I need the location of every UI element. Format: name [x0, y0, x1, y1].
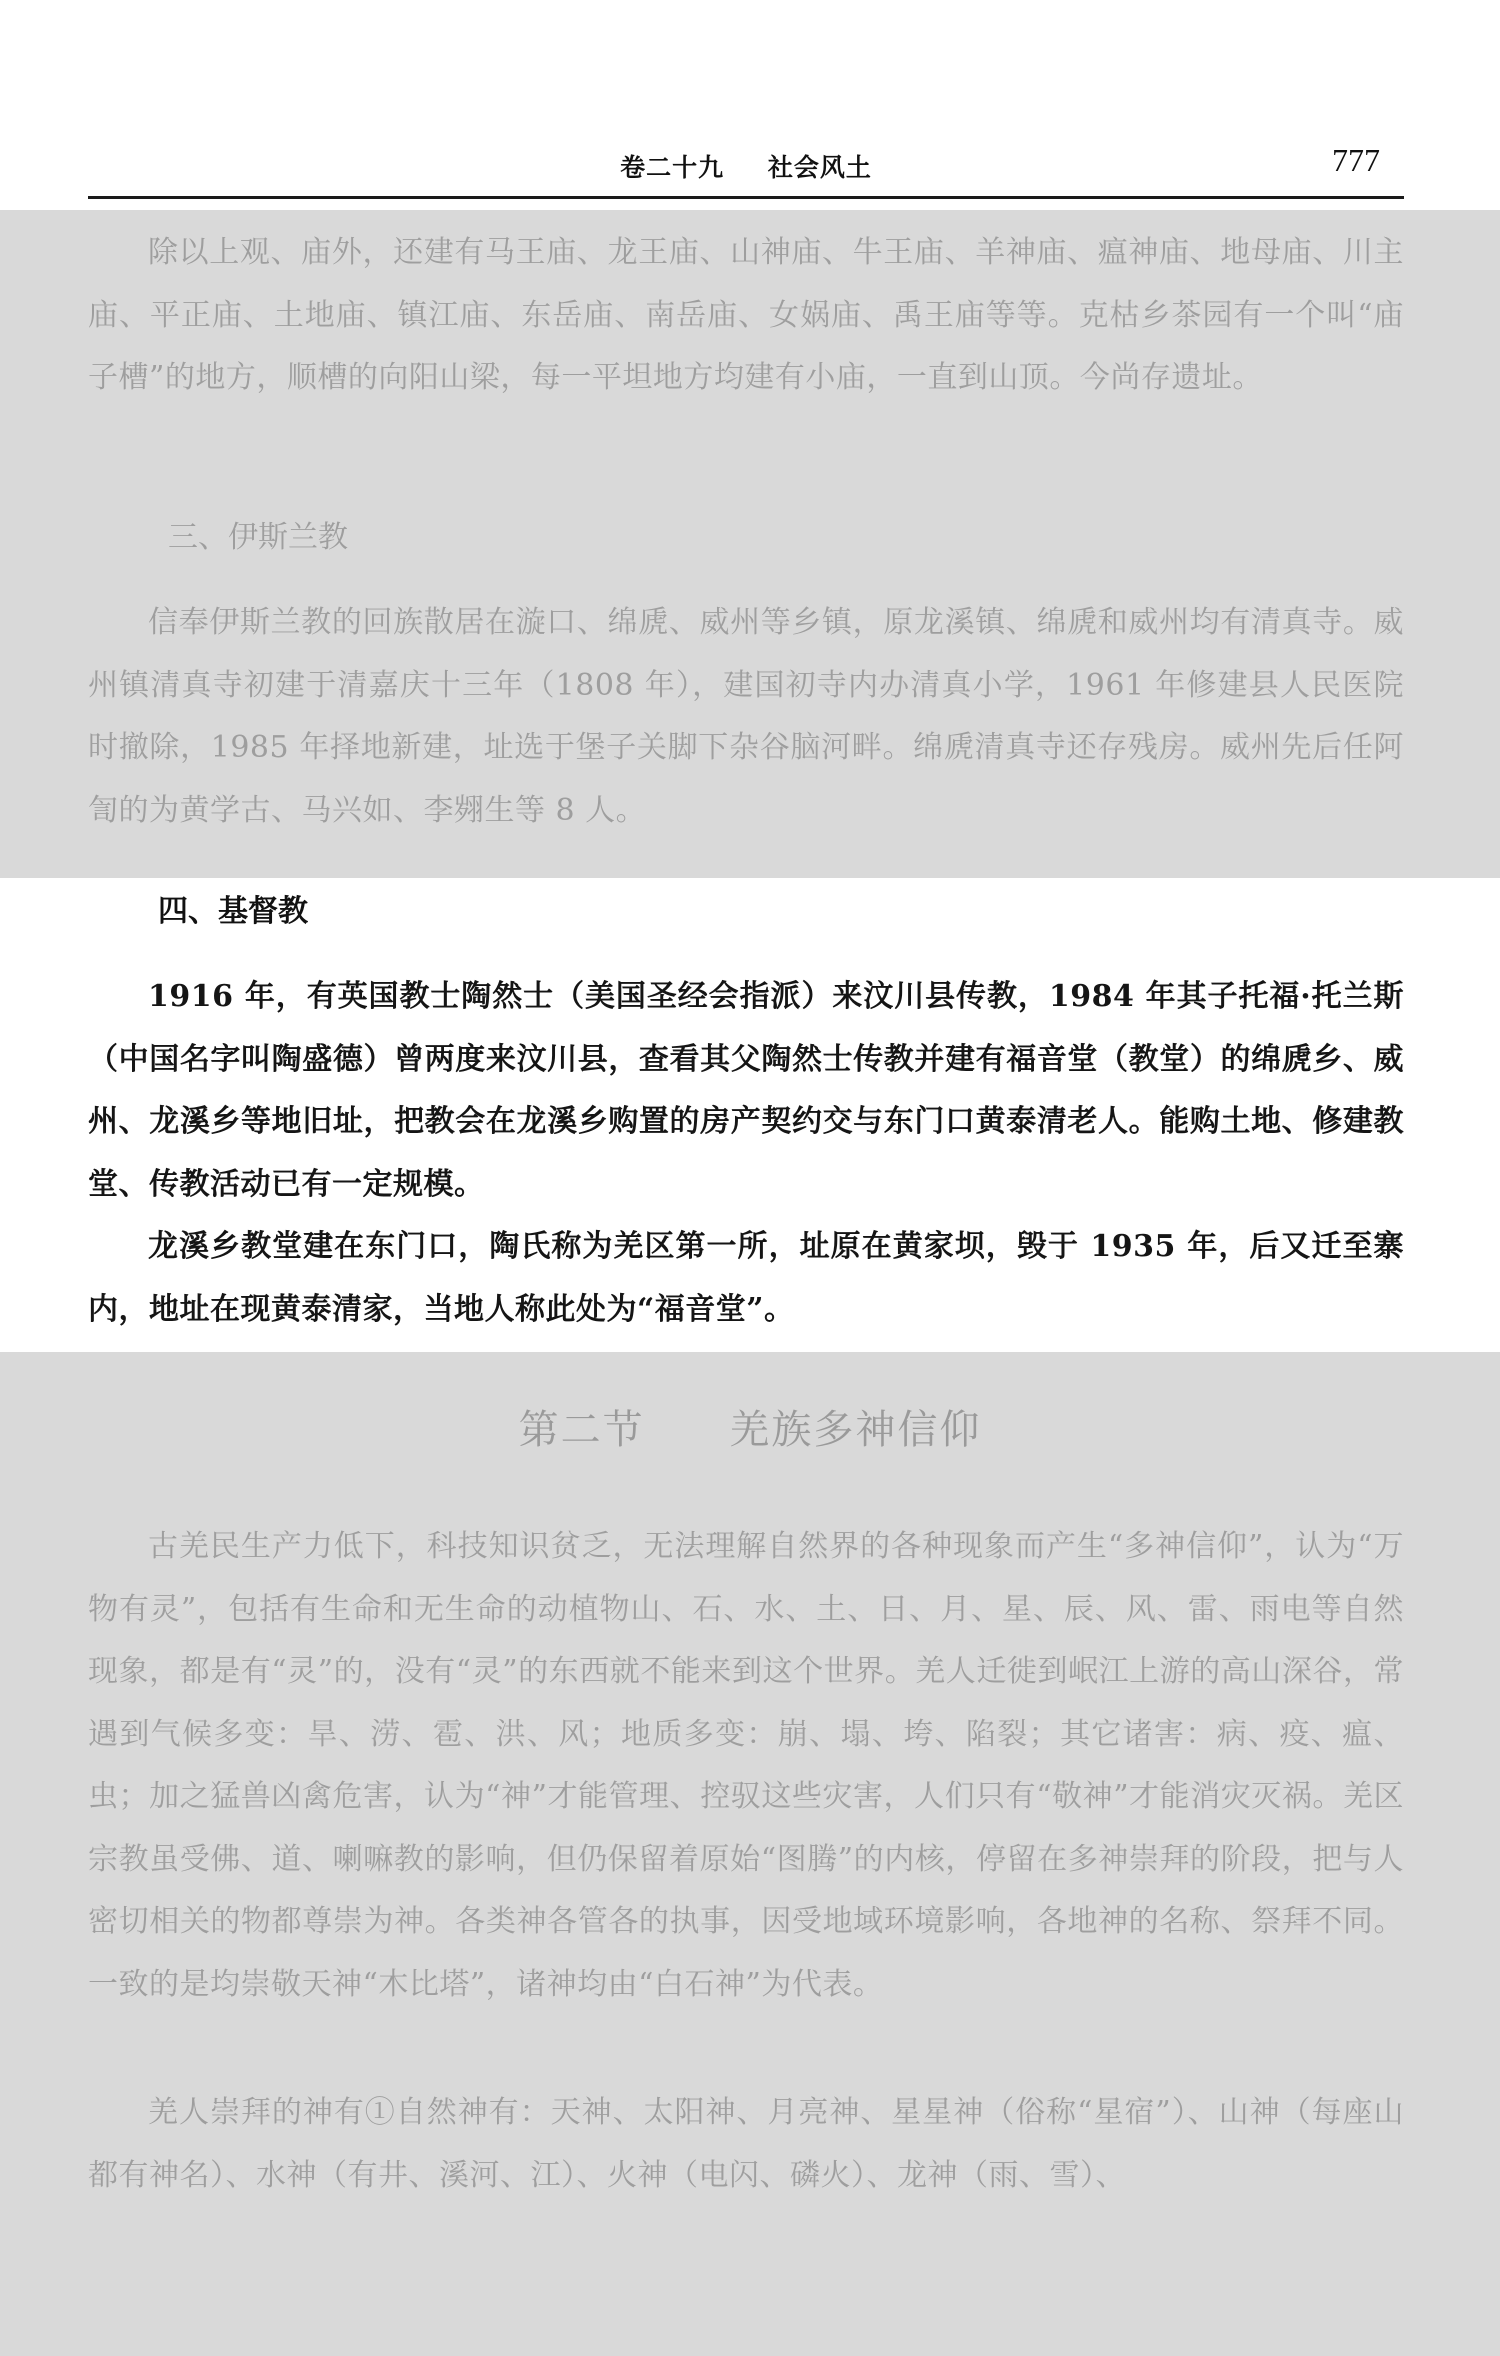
- heading-christianity: 四、基督教: [158, 894, 308, 929]
- page-number: 777: [1332, 142, 1380, 178]
- paragraph-christianity-1: 1916 年，有英国教士陶然士（美国圣经会指派）来汶川县传教，1984 年其子托福·托兰斯（中国名字叫陶盛德）曾两度来汶川县，查看其父陶然士传教并建有福音堂（教堂）的绵虒乡、威州、龙溪乡等地旧址，把教会在龙溪乡购置的房产契约交与东门口黄泰清老人。能购土地、修建教堂、传教活动已有一定规模。: [88, 979, 1404, 1202]
- paragraph-polytheism: 古羌民生产力低下，科技知识贫乏，无法理解自然界的各种现象而产生“多神信仰”，认为“万物有灵”，包括有生命和无生命的动植物山、石、水、土、日、月、星、辰、风、雷、雨电等自然现象，都是有“灵”的，没有“灵”的东西就不能来到这个世界。羌人迁徙到岷江上游的高山深谷，常遇到气候多变：旱、涝、雹、洪、风；地质多变：崩、塌、垮、陷裂；其它诸害：病、疫、瘟、虫；加之猛兽凶禽危害，认为“神”才能管理、控驭这些灾害，人们只有“敬神”才能消灾灭祸。羌区宗教虽受佛、道、喇嘛教的影响，但仍保留着原始“图腾”的内核，停留在多神崇拜的阶段，把与人密切相关的物都尊崇为神。各类神各管各的执事，因受地域环境影响，各地神的名称、祭拜不同。一致的是均崇敬天神“木比塔”，诸神均由“白石神”为代表。: [88, 1529, 1404, 2002]
- section-title: 第二节 羌族多神信仰: [518, 1407, 982, 1453]
- paragraph-christianity-2: 龙溪乡教堂建在东门口，陶氏称为羌区第一所，址原在黄家坝，毁于 1935 年，后又迁至寨内，地址在现黄泰清家，当地人称此处为“福音堂”。: [88, 1229, 1404, 1327]
- running-head: 卷二十九 社会风土: [620, 153, 872, 182]
- heading-islam: 三、伊斯兰教: [168, 520, 348, 555]
- paragraph-deities: 羌人崇拜的神有①自然神有：天神、太阳神、月亮神、星星神（俗称“星宿”）、山神（每座山都有神名）、水神（有井、溪河、江）、火神（电闪、磷火）、龙神（雨、雪）、: [88, 2095, 1404, 2193]
- header-rule: [88, 196, 1404, 199]
- paragraph-islam: 信奉伊斯兰教的回族散居在漩口、绵虒、威州等乡镇，原龙溪镇、绵虒和威州均有清真寺。威州镇清真寺初建于清嘉庆十三年（1808 年），建国初寺内办清真小学，1961 年修建县人民医院时撤除，1985 年择地新建，址选于堡子关脚下杂谷脑河畔。绵虒清真寺还存残房。威州先后任阿訇的为黄学古、马兴如、李翙生等 8 人。: [88, 605, 1404, 828]
- paragraph-temples: 除以上观、庙外，还建有马王庙、龙王庙、山神庙、牛王庙、羊神庙、瘟神庙、地母庙、川主庙、平正庙、土地庙、镇江庙、东岳庙、南岳庙、女娲庙、禹王庙等等。克枯乡茶园有一个叫“庙子槽”的地方，顺槽的向阳山梁，每一平坦地方均建有小庙，一直到山顶。今尚存遗址。: [88, 235, 1404, 395]
- page-header: [88, 138, 1404, 198]
